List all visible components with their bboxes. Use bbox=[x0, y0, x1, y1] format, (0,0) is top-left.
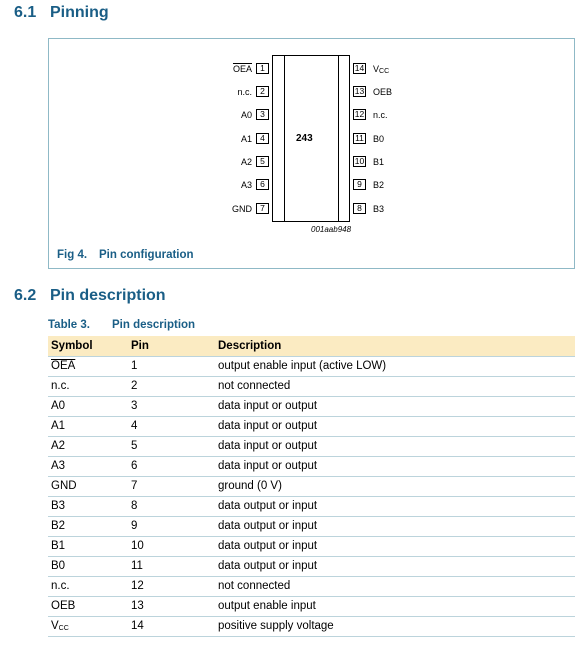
table-row bbox=[48, 436, 575, 456]
symbol-subscript: CC bbox=[58, 625, 69, 632]
pin-label-left: A0 bbox=[240, 110, 252, 120]
section-title: Pin description bbox=[50, 287, 166, 304]
pin-description-table bbox=[48, 336, 575, 637]
pin-label-left: A1 bbox=[240, 134, 252, 144]
pin-label-right bbox=[373, 64, 389, 75]
pin-label-right bbox=[373, 87, 392, 97]
cell-pin: 1 bbox=[128, 356, 215, 376]
table-row bbox=[48, 576, 575, 596]
cell-pin: 3 bbox=[128, 396, 215, 416]
pin-label-right bbox=[373, 110, 388, 120]
pin-number-left: 6 bbox=[256, 179, 269, 190]
cell-pin: 4 bbox=[128, 416, 215, 436]
table-row bbox=[48, 496, 575, 516]
pin-number-left: 5 bbox=[256, 156, 269, 167]
cell-pin: 11 bbox=[128, 556, 215, 576]
cell-description: positive supply voltage bbox=[215, 616, 575, 636]
pin-number-left: 1 bbox=[256, 63, 269, 74]
cell-pin: 13 bbox=[128, 596, 215, 616]
cell-description: output enable input (active LOW) bbox=[215, 356, 575, 376]
pin-number-right: 13 bbox=[354, 86, 365, 96]
cell-symbol bbox=[48, 396, 128, 416]
pin-label-left: n.c. bbox=[237, 87, 252, 97]
symbol-text: A0 bbox=[51, 400, 66, 412]
cell-pin: 7 bbox=[128, 476, 215, 496]
figure-title: Pin configuration bbox=[99, 249, 194, 261]
pin-label-text: B2 bbox=[373, 180, 385, 190]
pin-label-right bbox=[373, 134, 384, 144]
cell-symbol bbox=[48, 376, 128, 396]
section-number: 6.1 bbox=[14, 4, 37, 21]
table-row bbox=[48, 416, 575, 436]
pin-number-right: 8 bbox=[353, 203, 366, 214]
pin-label-text: V bbox=[373, 64, 380, 74]
pin-number-left: 3 bbox=[256, 109, 269, 120]
cell-pin: 14 bbox=[128, 616, 215, 636]
table-row bbox=[48, 376, 575, 396]
table-row bbox=[48, 616, 575, 636]
pin-number-right: 10 bbox=[354, 156, 365, 166]
cell-symbol bbox=[48, 456, 128, 476]
ic-body-divider-right bbox=[338, 55, 339, 222]
cell-symbol bbox=[48, 596, 128, 616]
symbol-text: A3 bbox=[51, 460, 66, 472]
cell-symbol bbox=[48, 436, 128, 456]
pin-number-right: 9 bbox=[353, 179, 366, 190]
table-row bbox=[48, 536, 575, 556]
header-description: Description bbox=[215, 336, 575, 356]
pin-label-right bbox=[373, 157, 384, 167]
figure-number: Fig 4. bbox=[57, 249, 88, 261]
cell-pin: 6 bbox=[128, 456, 215, 476]
cell-description: not connected bbox=[215, 376, 575, 396]
pin-number-left: 2 bbox=[256, 86, 269, 97]
cell-pin: 12 bbox=[128, 576, 215, 596]
table-row bbox=[48, 396, 575, 416]
cell-description: data output or input bbox=[215, 496, 575, 516]
figure-caption bbox=[57, 249, 194, 261]
pin-label-right bbox=[373, 180, 384, 190]
cell-description: data input or output bbox=[215, 396, 575, 416]
symbol-text: A2 bbox=[51, 440, 66, 452]
pin-label-right bbox=[373, 204, 384, 214]
table-row bbox=[48, 476, 575, 496]
cell-description: ground (0 V) bbox=[215, 476, 575, 496]
figure-code: 001aab948 bbox=[311, 225, 352, 234]
table-row bbox=[48, 356, 575, 376]
ic-body-divider-left bbox=[284, 55, 285, 222]
cell-symbol bbox=[48, 616, 128, 636]
cell-description: data output or input bbox=[215, 556, 575, 576]
cell-symbol bbox=[48, 536, 128, 556]
pin-label-left: A2 bbox=[240, 157, 252, 167]
pin-label-left: A3 bbox=[240, 180, 252, 190]
symbol-text: B1 bbox=[51, 540, 66, 552]
cell-pin: 5 bbox=[128, 436, 215, 456]
pin-number-right: 12 bbox=[354, 109, 365, 119]
cell-symbol bbox=[48, 496, 128, 516]
pin-label-text: OEB bbox=[373, 87, 393, 97]
symbol-text: B3 bbox=[51, 500, 66, 512]
symbol-text: GND bbox=[51, 480, 77, 492]
cell-symbol bbox=[48, 516, 128, 536]
cell-pin: 8 bbox=[128, 496, 215, 516]
pin-label-text: B3 bbox=[373, 204, 385, 214]
symbol-text: B0 bbox=[51, 560, 66, 572]
cell-description: output enable input bbox=[215, 596, 575, 616]
cell-pin: 9 bbox=[128, 516, 215, 536]
section-title: Pinning bbox=[50, 4, 109, 21]
pin-label-left: GND bbox=[232, 204, 252, 214]
table-row bbox=[48, 556, 575, 576]
pin-number-left: 7 bbox=[256, 203, 269, 214]
cell-description: data output or input bbox=[215, 516, 575, 536]
header-pin: Pin bbox=[128, 336, 215, 356]
cell-description: not connected bbox=[215, 576, 575, 596]
section-heading-pin-description bbox=[14, 287, 166, 305]
cell-symbol bbox=[48, 556, 128, 576]
pin-label-text: n.c. bbox=[373, 110, 388, 120]
cell-symbol bbox=[48, 356, 128, 376]
cell-description: data input or output bbox=[215, 436, 575, 456]
symbol-text: n.c. bbox=[51, 580, 70, 592]
pin-number-right: 11 bbox=[353, 133, 366, 144]
table-caption bbox=[48, 319, 195, 331]
section-number: 6.2 bbox=[14, 287, 37, 304]
pin-label-left: $\overline{OEA}$ bbox=[232, 64, 252, 74]
symbol-text: V bbox=[51, 620, 59, 632]
table-row bbox=[48, 596, 575, 616]
symbol-text: OEB bbox=[51, 600, 76, 612]
cell-symbol bbox=[48, 576, 128, 596]
table-number: Table 3. bbox=[48, 319, 90, 331]
symbol-text: $\overline{OEA}$ bbox=[51, 360, 76, 372]
cell-description: data input or output bbox=[215, 416, 575, 436]
header-symbol: Symbol bbox=[48, 336, 128, 356]
table-row bbox=[48, 456, 575, 476]
cell-description: data output or input bbox=[215, 536, 575, 556]
cell-symbol bbox=[48, 416, 128, 436]
cell-pin: 2 bbox=[128, 376, 215, 396]
pin-number-right: 14 bbox=[354, 63, 365, 73]
table-title: Pin description bbox=[112, 319, 196, 331]
cell-symbol bbox=[48, 476, 128, 496]
table-row bbox=[48, 516, 575, 536]
pin-label-text: B1 bbox=[373, 157, 385, 167]
pin-label-text: B0 bbox=[373, 134, 385, 144]
symbol-text: B2 bbox=[51, 520, 66, 532]
table-header-row bbox=[48, 336, 575, 356]
cell-pin: 10 bbox=[128, 536, 215, 556]
section-heading-pinning bbox=[14, 4, 109, 22]
ic-name: 243 bbox=[296, 133, 313, 144]
pin-number-left: 4 bbox=[256, 133, 269, 144]
pin-label-subscript: CC bbox=[379, 68, 390, 75]
symbol-text: A1 bbox=[51, 420, 66, 432]
symbol-text: n.c. bbox=[51, 380, 70, 392]
cell-description: data input or output bbox=[215, 456, 575, 476]
